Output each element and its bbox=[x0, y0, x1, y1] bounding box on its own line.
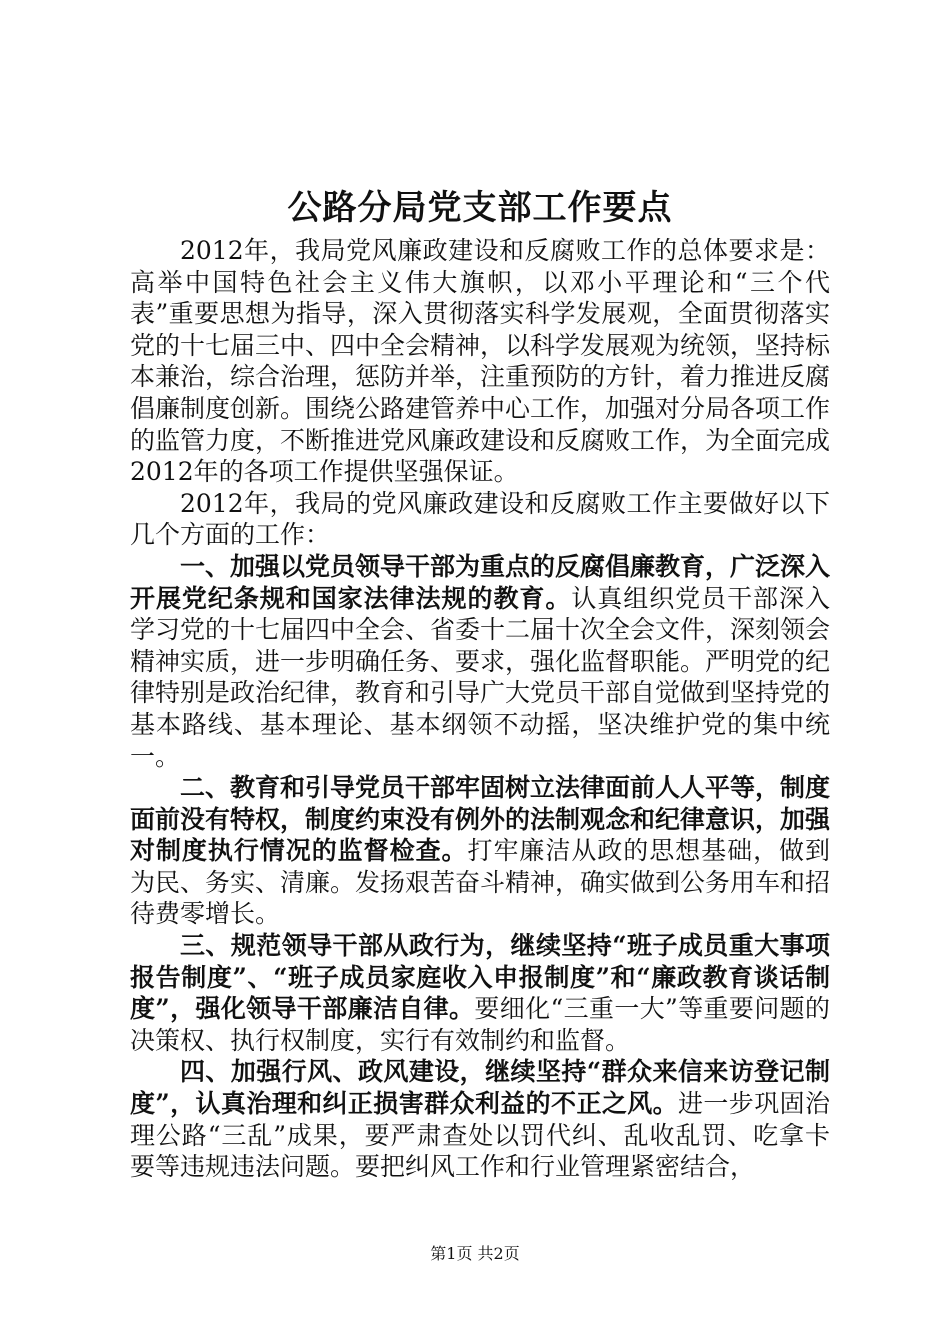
paragraph-lead: 三、规范领导干部从政行为，继续坚持“班子成员重大事项报告制度”、“班子成员家庭收入申报制度”和“廉政教育谈话制度”，强化领导干部廉洁自律。 bbox=[130, 931, 830, 1024]
paragraph-lead: 一、加强以党员领导干部为重点的反腐倡廉教育，广泛深入开展党纪条规和国家法律法规的教育。 bbox=[130, 551, 831, 613]
page-number: 第1页 共2页 bbox=[430, 1244, 520, 1263]
paragraph-item-3 bbox=[130, 930, 830, 1056]
paragraph-text: 进一步巩固治理公路“三乱”成果，要严肃查处以罚代纠、乱收乱罚、吃拿卡要等违规违法问题。要把纠风工作和行业管理紧密结合， bbox=[130, 1089, 830, 1182]
page-footer bbox=[0, 1244, 950, 1264]
paragraph-text: 打牢廉洁从政的思想基础，做到为民、务实、清廉。发扬艰苦奋斗精神，确实做到公务用车和招待费零增长。 bbox=[130, 836, 831, 929]
paragraph-intro-tasks bbox=[130, 488, 830, 551]
paragraph-item-4 bbox=[130, 1056, 830, 1182]
paragraph-text: 认真组织党员干部深入学习党的十七届四中全会、省委十二届十次全会文件，深刻领会精神实质，进一步明确任务、要求，强化监督职能。严明党的纪律特别是政治纪律，教育和引导广大党员干部自觉做到坚持党的基本路线、基本理论、基本纲领不动摇，坚决维护党的集中统一。 bbox=[130, 583, 831, 771]
paragraph-item-1 bbox=[130, 551, 830, 772]
paragraph-general-requirements bbox=[130, 235, 830, 488]
paragraph-lead: 四、加强行风、政风建设，继续坚持“群众来信来访登记制度”，认真治理和纠正损害群众利益的不正之风。 bbox=[130, 1057, 830, 1119]
document-page bbox=[130, 183, 830, 1183]
paragraph-lead: 二、教育和引导党员干部牢固树立法律面前人人平等，制度面前没有特权，制度约束没有例外的法制观念和纪律意识，加强对制度执行情况的监督检查。 bbox=[130, 773, 831, 866]
paragraph-item-2 bbox=[130, 772, 830, 930]
paragraph-text: 2012年，我局党风廉政建设和反腐败工作的总体要求是：高举中国特色社会主义伟大旗帜，以邓小平理论和“三个代表”重要思想为指导，深入贯彻落实科学发展观，全面贯彻落实党的十七届三中、四中全会精神，以科学发展观为统领，坚持标本兼治，综合治理，惩防并举，注重预防的方针，着力推进反腐倡廉制度创新。围绕公路建管养中心工作，加强对分局各项工作的监管力度，不断推进党风廉政建设和反腐败工作，为全面完成2012年的各项工作提供坚强保证。 bbox=[130, 236, 831, 487]
paragraph-text: 2012年，我局的党风廉政建设和反腐败工作主要做好以下几个方面的工作： bbox=[130, 488, 830, 550]
document-title: 公路分局党支部工作要点 bbox=[287, 188, 673, 228]
paragraph-text: 要细化“三重一大”等重要问题的决策权、执行权制度，实行有效制约和监督。 bbox=[130, 994, 830, 1055]
